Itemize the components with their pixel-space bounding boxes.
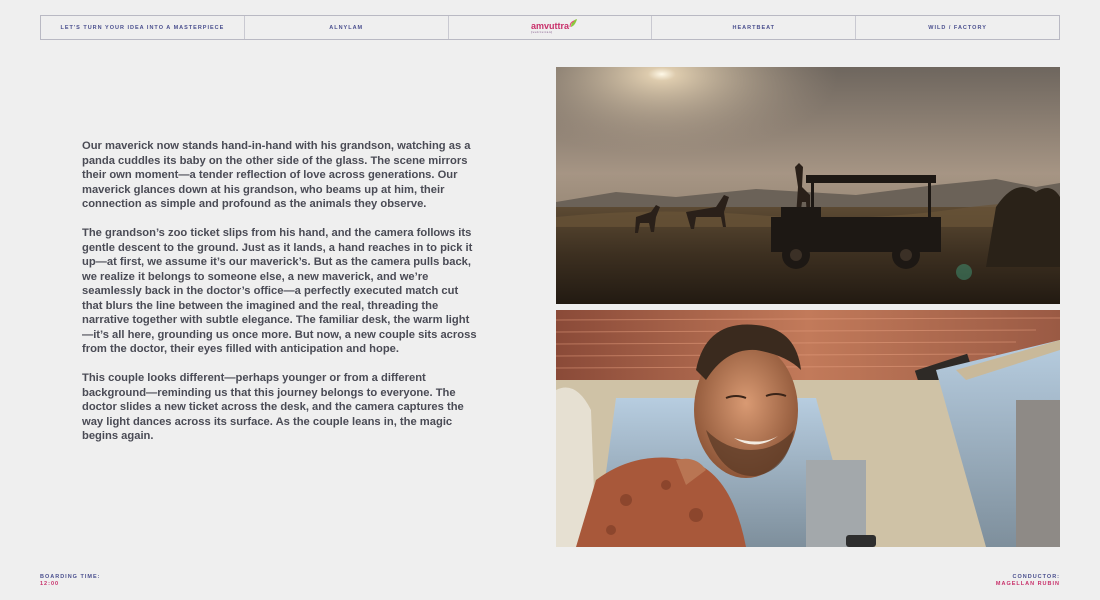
amvuttra-logo	[531, 21, 569, 34]
paragraph: This couple looks different—perhaps younger or from a different background—reminding us that this journey belongs to everyone. The doctor slides a new ticket across the desk, and the camera captures the way light dances across its surface. As the couple leans in, the magic begins again.	[82, 372, 464, 442]
tab-label: LET'S TURN YOUR IDEA INTO A MASTERPIECE	[60, 24, 225, 31]
logo-text: amvuttra	[530, 21, 569, 31]
body-copy	[82, 139, 477, 458]
tab-alnylam[interactable]	[245, 16, 449, 39]
boarding-time-value: 12:00	[40, 580, 60, 587]
conductor-value: MAGELLAN RUBIN	[995, 580, 1060, 587]
conductor	[996, 574, 1060, 587]
tab-amvuttra-logo[interactable]	[449, 16, 653, 39]
tab-label: HEARTBEAT	[732, 24, 776, 31]
logo-subtext: (vutrisiran)	[530, 30, 553, 34]
tab-heartbeat[interactable]	[652, 16, 856, 39]
paragraph: Our maverick now stands hand-in-hand with his grandson, watching as a panda cuddles its baby on the other side of the glass. The scene mirrors their own moment—a tender reflection of love across generations. Our maverick glances down at his grandson, who beams up at him, their connection as simple and profound as the animals they observe.	[82, 140, 471, 210]
boarding-time-label: BOARDING TIME:	[40, 574, 101, 580]
conductor-label: CONDUCTOR:	[1012, 574, 1060, 580]
safari-sunset-image	[556, 67, 1060, 304]
tab-label: WILD / FACTORY	[928, 24, 987, 31]
tab-masterpiece[interactable]	[41, 16, 245, 39]
tab-label: ALNYLAM	[329, 24, 364, 31]
smiling-man-image	[556, 310, 1060, 547]
leaf-icon	[569, 18, 578, 28]
paragraph: The grandson’s zoo ticket slips from his hand, and the camera follows its gentle descent to the ground. Just as it lands, a hand reaches in to pick it up—at first, we assume it’s our maverick’s. But as the camera pulls back, we realize it belongs to someone else, a new maverick, and we’re seamlessly back in the doctor’s office—a perfectly executed match cut that blurs the line between the imagined and the real, threading the narrative together with subtle elegance. The familiar desk, the warm light—it’s all here, grounding us once more. But now, a new couple sits across from the doctor, their eyes filled with anticipation and hope.	[82, 227, 477, 355]
boarding-time	[40, 574, 100, 587]
top-nav	[40, 15, 1060, 40]
tab-wild-factory[interactable]	[856, 16, 1059, 39]
